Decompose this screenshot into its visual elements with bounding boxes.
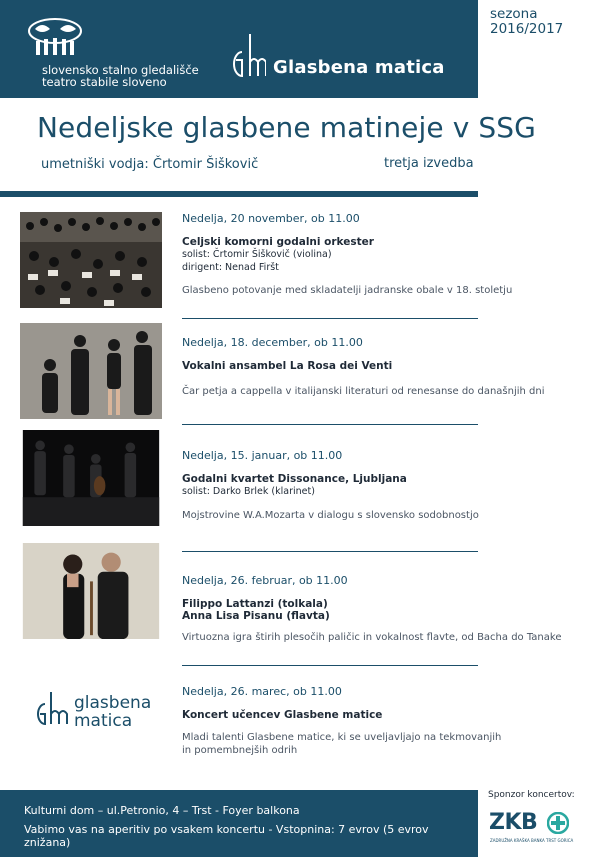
row-divider [182, 551, 478, 552]
header-divider [0, 191, 478, 197]
concert-conductor: dirigent: Nenad Firšt [182, 262, 279, 273]
performance-number: tretja izvedba [384, 156, 474, 171]
concert-item [182, 574, 582, 644]
concert-title: Vokalni ansambel La Rosa dei Venti [182, 360, 393, 372]
page-title: Nedeljske glasbene matineje v SSG [37, 111, 536, 144]
concert-date: Nedelja, 26. februar, ob 11.00 [182, 574, 348, 587]
concert-description: Glasbeno potovanje med skladatelji jadranske obale v 18. stoletju [182, 285, 513, 296]
gm-logo-line2: matica [74, 711, 133, 731]
concert-description: Mladi talenti Glasbene matice, ki se uveljavljajo na tekmovanjih [182, 732, 502, 743]
concert-soloist: solist: Črtomir Šiškovič (violina) [182, 249, 332, 260]
season-label: sezona [490, 6, 538, 22]
gm-logo-text [74, 694, 151, 730]
concert-soloist: solist: Darko Brlek (klarinet) [182, 486, 315, 497]
concert-date: Nedelja, 18. december, ob 11.00 [182, 336, 363, 349]
zkb-cross-icon [547, 812, 569, 834]
gm-logo-line1: glasbena [74, 693, 152, 713]
concert-date: Nedelja, 15. januar, ob 11.00 [182, 449, 343, 462]
glasbena-matica-name: Glasbena matica [273, 57, 445, 78]
row-divider [182, 665, 478, 666]
vocal-ensemble-photo [20, 323, 162, 419]
theatre-mask-logo-icon [26, 17, 84, 57]
theatre-name-line1: slovensko stalno gledališče [42, 63, 199, 77]
concert-description: Virtuozna igra štirih plesočih paličic in vokalnost flavte, od Bacha do Tanake [182, 632, 562, 643]
row-divider [182, 424, 478, 425]
orchestra-photo [20, 212, 162, 308]
header-band [0, 0, 478, 98]
season [490, 7, 563, 37]
concert-title: Koncert učencev Glasbene matice [182, 709, 383, 721]
concert-description-line2: in pomembnejših odrih [182, 745, 298, 756]
concert-item [182, 212, 582, 297]
venue-info: Kulturni dom – ul.Petronio, 4 – Trst - Foyer balkona [24, 804, 300, 817]
zkb-wordmark: ZKB [489, 810, 538, 835]
season-years: 2016/2017 [490, 21, 564, 37]
ticket-info: Vabimo vas na aperitiv po vsakem koncertu - Vstopnina: 7 evrov (5 evrov znižana) [24, 823, 429, 849]
concert-title: Godalni kvartet Dissonance, Ljubljana [182, 473, 407, 485]
concert-description: Čar petja a cappella v italijanski literaturi od renesanse do današnjih dni [182, 386, 545, 397]
glasbena-matica-logo [34, 690, 154, 738]
theatre-name [42, 64, 199, 88]
sponsor-label: Sponzor koncertov: [488, 790, 575, 800]
concert-title: Filippo Lattanzi (tolkala) [182, 598, 328, 610]
zkb-subtext: ZADRUŽNA KRAŠKA BANKA TRST GORICA [490, 838, 574, 843]
concert-title-line2: Anna Lisa Pisanu (flavta) [182, 610, 330, 622]
concert-description: Mojstrovine W.A.Mozarta v dialogu s slovensko sodobnostjo [182, 510, 479, 521]
artistic-director: umetniški vodja: Črtomir Šiškovič [41, 157, 259, 172]
theatre-name-line2: teatro stabile sloveno [42, 75, 167, 89]
concert-item [182, 336, 582, 398]
gm-monogram-icon [228, 30, 266, 86]
concert-item [182, 685, 582, 757]
string-quartet-photo [20, 430, 162, 526]
row-divider [182, 318, 478, 319]
footer-band [0, 790, 478, 857]
concert-date: Nedelja, 26. marec, ob 11.00 [182, 685, 342, 698]
duo-photo [20, 543, 162, 639]
concert-date: Nedelja, 20 november, ob 11.00 [182, 212, 360, 225]
concert-title: Celjski komorni godalni orkester [182, 236, 374, 248]
concert-item [182, 449, 582, 522]
gm-monogram-icon [34, 690, 70, 738]
